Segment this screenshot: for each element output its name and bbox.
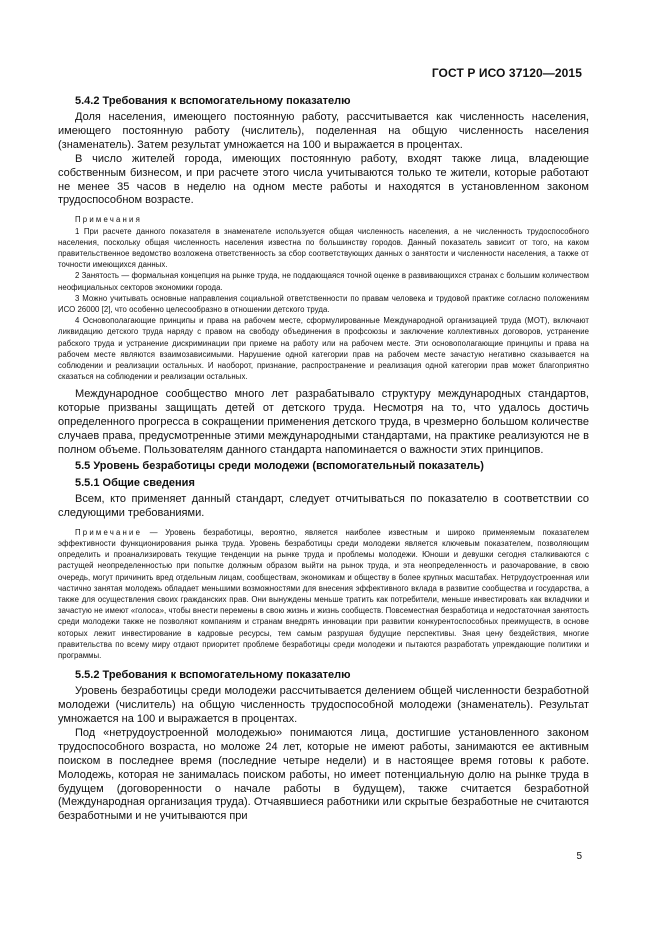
paragraph: В число жителей города, имеющих постоянную работу, входят также лица, владеющие собственным бизнесом, и при расчете этого числа учитываются только те жители, которые работают не менее 35 часов в неделю на одном месте работы и находятся в установленном законом трудоспособном возрасте. bbox=[58, 152, 589, 207]
note-4: 4 Основополагающие принципы и права на рабочем месте, сформулированные Международной организацией труда (МОТ), включают ликвидацию детского труда наряду с правом на свободу объединения в профсоюзы и заключение коллективных договоров, устранение рабского труда и устранение дискриминации при приеме на работу или на рабочем месте. Эти основополагающие принципы и права на рабочем месте являются взаимозависимыми. Нарушение одной категории прав на рабочем месте зачастую негативно сказывается на соблюдении и реализации остальных. И наоборот, признание, распространение и реализация одной категории прав может благоприятно сказаться на соблюдении и реализации остальных. bbox=[58, 316, 589, 382]
section-heading-5-5-1: 5.5.1 Общие сведения bbox=[75, 476, 195, 489]
note-2: 2 Занятость — формальная концепция на рынке труда, не поддающаяся точной оценке в развивающихся странах с большим количеством неофициальных секторов экономики города. bbox=[58, 271, 589, 292]
page-number: 5 bbox=[576, 851, 582, 862]
note-1: 1 При расчете данного показателя в знаменателе используется общая численность населения, а не численность трудоспособного населения, поскольку общая численность населения известна по большинству городов. Данный показатель зависит от того, на каком правительственное ведомство возложена ответственность за сбор соответствующих данных о занятости и численности населения, а также от точности имеющихся данных. bbox=[58, 226, 589, 270]
paragraph: Международное сообщество много лет разрабатывало структуру международных стандартов, которые призваны защищать детей от детского труда. Несмотря на то, что удалось достичь определенного прогресса в сокращении применения детского труда, в чрезмерно большом количестве случаев права, предусмотренные этими международными стандартами, на практике реализуются не в полном объеме. Пользователям данного стандарта напоминается о важности этих принципов. bbox=[58, 388, 589, 457]
note-text: — Уровень безработицы, вероятно, является наиболее известным и широко применяемым показателем эффективности функционирования рынка труда. Уровень безработицы среди молодежи является ключевым показателем, позволяющим определить и проанализировать текущие тенденции на рынке труда и проблемы молодежи. Юноши и девушки сегодня сталкиваются с растущей неопределенностью при попытке должным образом выйти на рынок труда, и эта неопределенность и разочарование, в свою очередь, могут причинить вред отдельным лицам, сообществам, экономикам и обществу в более крупных масштабах. Нетрудоустроенная или частично занятая молодежь обладает меньшими возможностями для внесения эффективного вклада в развитие сообщества и государства, а также для осуществления своих гражданских прав. Они вынуждены меньше тратить как потребители, меньше инвестировать как вкладчики и зачастую не имеют «голоса», чтобы внести перемены в свою жизнь и жизнь сообществ. Повсеместная безработица и недостаточная занятость среди молодежи также не позволяют компаниям и странам внедрять инновации при развитии конкурентоспособных преимуществ, в основе которых лежит инвестирование в кадровые ресурсы, тем самым разрушая будущие перспективы. Зная цену бездействия, многие правительства по всему миру отдают приоритет проблеме безработицы среди молодежи и пытаются разработать упреждающие политики и программы. bbox=[58, 527, 589, 660]
section-heading-5-5-2: 5.5.2 Требования к вспомогательному показателю bbox=[75, 669, 351, 682]
note-block bbox=[58, 527, 589, 661]
page-body bbox=[58, 93, 589, 824]
section-heading-5-5: 5.5 Уровень безработицы среди молодежи (вспомогательный показатель) bbox=[75, 459, 484, 472]
paragraph: Всем, кто применяет данный стандарт, следует отчитываться по показателю в соответствии со следующими требованиями. bbox=[58, 492, 589, 519]
note-3: 3 Можно учитывать основные направления социальной ответственности по правам человека и трудовой практике согласно положениям ИСО 26000 [2], что особенно целесообразно в отношении детского труда. bbox=[58, 293, 589, 314]
note-label: Примечание bbox=[75, 527, 143, 537]
document-id: ГОСТ Р ИСО 37120—2015 bbox=[431, 66, 582, 80]
paragraph: Под «нетрудоустроенной молодежью» понимаются лица, достигшие установленного законом трудоспособного возраста, но моложе 24 лет, которые не имеют работы, занимаются ее активным поиском в последнее время (последние четыре недели) и в настоящее время готовы к работе. Молодежь, которая не занималась поиском работы, но имеет потенциальную долю на рынке труда в будущем (договоренности о начале работы в будущем), также считается безработной (Международная организация труда). Отчаявшиеся работники или скрытые безработные не считаются безработными и не учитываются при bbox=[58, 726, 589, 823]
paragraph: Уровень безработицы среди молодежи рассчитывается делением общей численности безработной молодежи (числитель) на общую численность трудоспособной молодежи (знаменатель). Результат умножается на 100 и выражается в процентах. bbox=[58, 685, 589, 725]
notes-title: Примечания bbox=[75, 215, 143, 225]
paragraph: Доля населения, имеющего постоянную работу, рассчитывается как численность населения, имеющего постоянную работу (числитель), поделенная на общую численность населения (знаменатель). Затем результат умножается на 100 и выражается в процентах. bbox=[58, 111, 589, 151]
section-heading-5-4-2: 5.4.2 Требования к вспомогательному показателю bbox=[75, 95, 351, 107]
